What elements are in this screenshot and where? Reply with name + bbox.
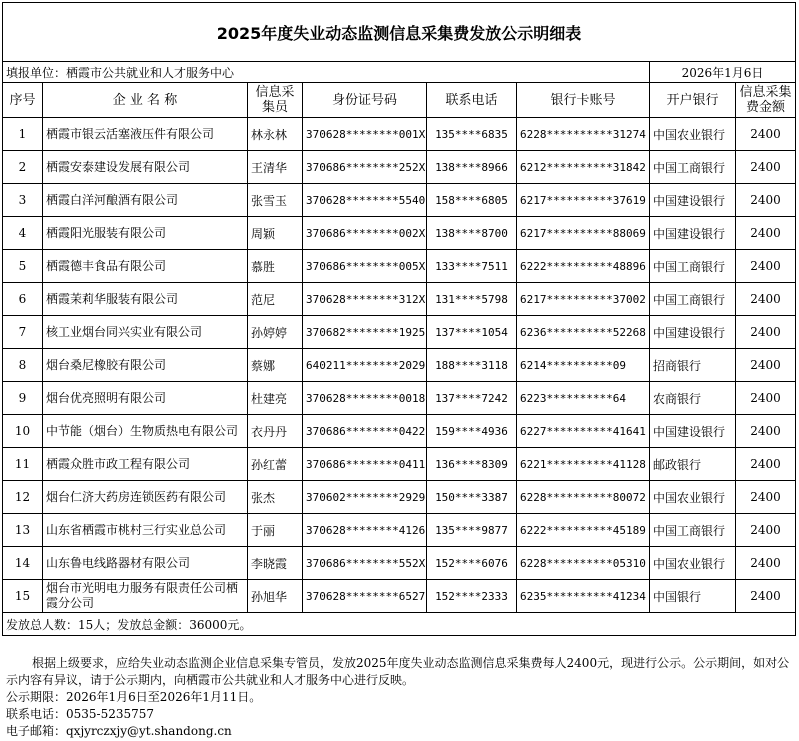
row-phone: 137****1054 (427, 316, 517, 349)
row-amount: 2400 (736, 349, 796, 382)
row-collector: 李晓霞 (248, 547, 303, 580)
row-company: 栖霞白洋河酿酒有限公司 (43, 184, 248, 217)
row-bank: 中国工商银行 (650, 283, 736, 316)
table-row (3, 349, 796, 382)
row-company: 栖霞阳光服装有限公司 (43, 217, 248, 250)
header-phone: 联系电话 (427, 83, 517, 118)
table-row (3, 514, 796, 547)
table-row (3, 250, 796, 283)
row-phone: 133****7511 (427, 250, 517, 283)
row-id: 370628********312X (303, 283, 427, 316)
disbursement-sheet (2, 2, 795, 636)
row-bank: 中国银行 (650, 580, 736, 613)
row-company: 烟台优亮照明有限公司 (43, 382, 248, 415)
row-phone: 135****6835 (427, 118, 517, 151)
row-id: 370686********0411 (303, 448, 427, 481)
page-title: 2025年度失业动态监测信息采集费发放公示明细表 (3, 3, 796, 62)
row-amount: 2400 (736, 547, 796, 580)
row-collector: 范尼 (248, 283, 303, 316)
header-id: 身份证号码 (303, 83, 427, 118)
notice-period: 公示期限：2026年1月6日至2026年1月11日。 (6, 690, 262, 704)
header-company: 企 业 名 称 (43, 83, 248, 118)
row-no: 11 (3, 448, 43, 481)
row-amount: 2400 (736, 580, 796, 613)
row-phone: 152****2333 (427, 580, 517, 613)
notice-block (6, 655, 796, 740)
row-no: 15 (3, 580, 43, 613)
row-company: 栖霞茉莉华服装有限公司 (43, 283, 248, 316)
row-bank: 中国建设银行 (650, 184, 736, 217)
notice-email: 电子邮箱：qxjyrczxjy@yt.shandong.cn (6, 724, 232, 738)
table-row (3, 184, 796, 217)
row-amount: 2400 (736, 382, 796, 415)
row-id: 370686********552X (303, 547, 427, 580)
table-row (3, 316, 796, 349)
row-no: 7 (3, 316, 43, 349)
row-bank: 中国建设银行 (650, 415, 736, 448)
row-phone: 158****6805 (427, 184, 517, 217)
row-phone: 152****6076 (427, 547, 517, 580)
row-no: 1 (3, 118, 43, 151)
row-bank: 中国农业银行 (650, 547, 736, 580)
row-phone: 138****8700 (427, 217, 517, 250)
row-bank-card: 6217**********37002 (517, 283, 650, 316)
row-id: 370628********5540 (303, 184, 427, 217)
row-no: 9 (3, 382, 43, 415)
row-id: 370628********4126 (303, 514, 427, 547)
row-bank-card: 6217**********37619 (517, 184, 650, 217)
row-bank-card: 6222**********45189 (517, 514, 650, 547)
row-collector: 孙婷婷 (248, 316, 303, 349)
row-bank-card: 6214**********09 (517, 349, 650, 382)
row-amount: 2400 (736, 481, 796, 514)
row-bank-card: 6227**********41641 (517, 415, 650, 448)
row-no: 2 (3, 151, 43, 184)
table-row (3, 547, 796, 580)
reporting-unit: 填报单位：栖霞市公共就业和人才服务中心 (3, 62, 650, 83)
row-collector: 蔡娜 (248, 349, 303, 382)
row-phone: 135****9877 (427, 514, 517, 547)
row-bank-card: 6221**********41128 (517, 448, 650, 481)
row-bank-card: 6222**********48896 (517, 250, 650, 283)
row-id: 370686********002X (303, 217, 427, 250)
row-company: 栖霞安泰建设发展有限公司 (43, 151, 248, 184)
summary-line: 发放总人数：15人；发放总金额：36000元。 (3, 613, 796, 636)
header-collector: 信息采集员 (248, 83, 303, 118)
table-row (3, 481, 796, 514)
row-collector: 林永林 (248, 118, 303, 151)
row-id: 370628********0018 (303, 382, 427, 415)
row-bank: 中国建设银行 (650, 217, 736, 250)
row-no: 12 (3, 481, 43, 514)
row-bank: 中国工商银行 (650, 514, 736, 547)
row-phone: 138****8966 (427, 151, 517, 184)
row-company: 栖霞德丰食品有限公司 (43, 250, 248, 283)
notice-phone: 联系电话：0535-5235757 (6, 707, 155, 721)
row-phone: 131****5798 (427, 283, 517, 316)
row-amount: 2400 (736, 514, 796, 547)
row-bank: 邮政银行 (650, 448, 736, 481)
row-id: 370686********005X (303, 250, 427, 283)
table-row (3, 448, 796, 481)
row-company: 烟台仁济大药房连锁医药有限公司 (43, 481, 248, 514)
row-bank: 中国农业银行 (650, 118, 736, 151)
row-bank: 中国工商银行 (650, 250, 736, 283)
row-collector: 张杰 (248, 481, 303, 514)
table-row (3, 118, 796, 151)
row-bank-card: 6228**********80072 (517, 481, 650, 514)
row-collector: 孙红蕾 (248, 448, 303, 481)
row-collector: 慕胜 (248, 250, 303, 283)
table-row (3, 217, 796, 250)
row-phone: 137****7242 (427, 382, 517, 415)
row-amount: 2400 (736, 415, 796, 448)
row-id: 370628********6527 (303, 580, 427, 613)
row-amount: 2400 (736, 118, 796, 151)
disbursement-table (2, 2, 796, 636)
row-company: 烟台桑尼橡胶有限公司 (43, 349, 248, 382)
header-bank-card: 银行卡账号 (517, 83, 650, 118)
row-company: 核工业烟台同兴实业有限公司 (43, 316, 248, 349)
row-id: 370602********2929 (303, 481, 427, 514)
header-bank: 开户银行 (650, 83, 736, 118)
row-amount: 2400 (736, 283, 796, 316)
row-collector: 张雪玉 (248, 184, 303, 217)
row-no: 8 (3, 349, 43, 382)
row-bank: 招商银行 (650, 349, 736, 382)
row-amount: 2400 (736, 448, 796, 481)
row-id: 370628********001X (303, 118, 427, 151)
table-row (3, 580, 796, 613)
row-no: 13 (3, 514, 43, 547)
row-collector: 杜建亮 (248, 382, 303, 415)
table-row (3, 283, 796, 316)
row-company: 山东鲁电线路器材有限公司 (43, 547, 248, 580)
row-collector: 周颖 (248, 217, 303, 250)
row-no: 3 (3, 184, 43, 217)
row-company: 烟台市光明电力服务有限责任公司栖霞分公司 (43, 580, 248, 613)
row-company: 栖霞市银云活塞液压件有限公司 (43, 118, 248, 151)
row-amount: 2400 (736, 184, 796, 217)
row-collector: 于丽 (248, 514, 303, 547)
row-bank-card: 6228**********31274 (517, 118, 650, 151)
row-bank-card: 6235**********41234 (517, 580, 650, 613)
row-collector: 孙旭华 (248, 580, 303, 613)
row-company: 栖霞众胜市政工程有限公司 (43, 448, 248, 481)
row-bank-card: 6228**********05310 (517, 547, 650, 580)
row-bank-card: 6223**********64 (517, 382, 650, 415)
row-amount: 2400 (736, 316, 796, 349)
row-phone: 188****3118 (427, 349, 517, 382)
row-no: 14 (3, 547, 43, 580)
row-no: 10 (3, 415, 43, 448)
row-amount: 2400 (736, 217, 796, 250)
row-amount: 2400 (736, 250, 796, 283)
row-bank-card: 6236**********52268 (517, 316, 650, 349)
header-amount: 信息采集费金额 (736, 83, 796, 118)
row-phone: 136****8309 (427, 448, 517, 481)
report-date: 2026年1月6日 (650, 62, 796, 83)
row-company: 中节能（烟台）生物质热电有限公司 (43, 415, 248, 448)
table-header-row (3, 83, 796, 118)
table-row (3, 382, 796, 415)
row-id: 640211********2029 (303, 349, 427, 382)
row-no: 6 (3, 283, 43, 316)
row-phone: 159****4936 (427, 415, 517, 448)
row-id: 370682********1925 (303, 316, 427, 349)
row-phone: 150****3387 (427, 481, 517, 514)
row-bank: 中国农业银行 (650, 481, 736, 514)
notice-paragraph: 根据上级要求，应给失业动态监测企业信息采集专管员，发放2025年度失业动态监测信息采集费每人2400元，现进行公示。公示期间，如对公示内容有异议，请于公示期内，向栖霞市公共就业和人才服务中心进行反映。 (6, 656, 790, 687)
row-bank: 农商银行 (650, 382, 736, 415)
table-row (3, 415, 796, 448)
row-amount: 2400 (736, 151, 796, 184)
row-company: 山东省栖霞市桃村三行实业总公司 (43, 514, 248, 547)
row-no: 4 (3, 217, 43, 250)
row-bank: 中国建设银行 (650, 316, 736, 349)
row-bank-card: 6217**********88069 (517, 217, 650, 250)
row-id: 370686********0422 (303, 415, 427, 448)
row-id: 370686********252X (303, 151, 427, 184)
row-no: 5 (3, 250, 43, 283)
row-collector: 衣丹丹 (248, 415, 303, 448)
row-bank-card: 6212**********31842 (517, 151, 650, 184)
row-collector: 王清华 (248, 151, 303, 184)
table-row (3, 151, 796, 184)
header-no: 序号 (3, 83, 43, 118)
row-bank: 中国工商银行 (650, 151, 736, 184)
